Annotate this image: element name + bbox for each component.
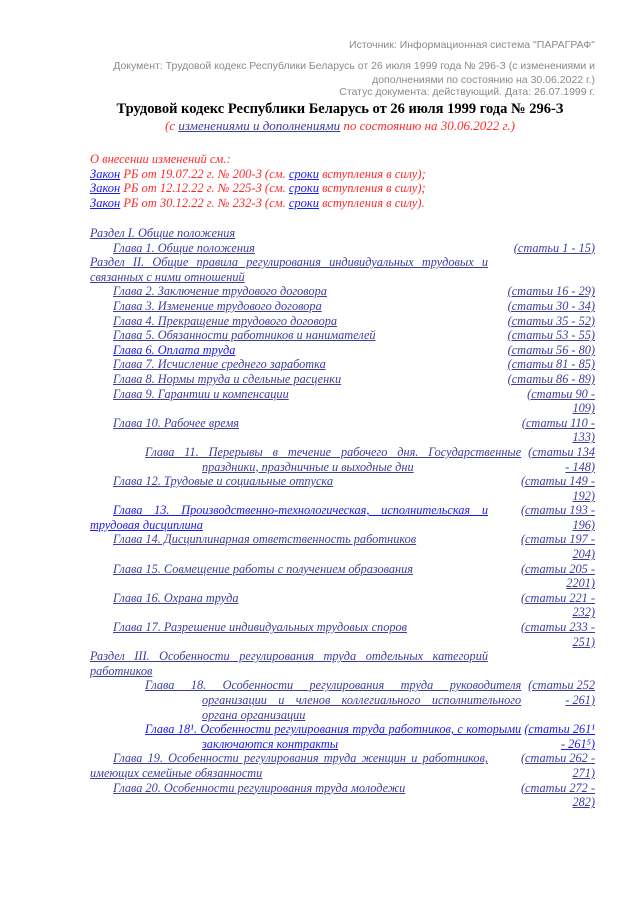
chapter-19-link[interactable]: Глава 19. Особенности регулирования труда женщин и работников, имеющих семейные обязанности (90, 751, 488, 780)
amendments-notice (90, 152, 426, 210)
source-line: Источник: Информационная система "ПАРАГРАФ" (349, 39, 595, 51)
chapter-10-link[interactable]: Глава 10. Рабочее время (113, 415, 240, 430)
chapter-3-link[interactable]: Глава 3. Изменение трудового договора (113, 298, 322, 313)
toc-chapter (90, 445, 595, 474)
chapter-7-articles-link[interactable]: (статьи 81 - 85) (507, 357, 595, 372)
toc-chapter (90, 781, 595, 810)
status-line: Статус документа: действующий. Дата: 26.07.1999 г. (339, 86, 595, 98)
law-link[interactable]: Закон (90, 195, 121, 210)
toc-chapter (90, 343, 595, 358)
chapter-20-link[interactable]: Глава 20. Особенности регулирования труда молодежи (113, 780, 406, 795)
chapter-5-articles-link[interactable]: (статьи 53 - 55) (507, 328, 595, 343)
chapter-9-link[interactable]: Глава 9. Гарантии и компенсации (113, 386, 289, 401)
toc-chapter (90, 328, 595, 343)
toc-section (90, 226, 595, 241)
chapter-1-articles-link[interactable]: (статьи 1 - 15) (513, 240, 595, 255)
toc-chapter (90, 357, 595, 372)
chapter-3-articles-link[interactable]: (статьи 30 - 34) (507, 298, 595, 313)
toc-chapter (90, 474, 595, 503)
toc-chapter (90, 387, 595, 416)
page-title: Трудовой кодекс Республики Беларусь от 26 июля 1999 года № 296-З (116, 101, 564, 117)
amendments-heading: О внесении изменений см.: (90, 152, 231, 166)
section-3-link[interactable]: Раздел III. Особенности регулирования труда отдельных категорий работников (90, 649, 488, 678)
toc-chapter (90, 722, 595, 751)
chapter-4-link[interactable]: Глава 4. Прекращение трудового договора (113, 313, 338, 328)
document-line-2: дополнениями по состоянию на 30.06.2022 г.) (372, 74, 595, 86)
subtitle (0, 118, 640, 134)
document-line (113, 59, 595, 87)
toc-section (90, 255, 595, 284)
toc-chapter (90, 751, 595, 780)
chapter-4-articles-link[interactable]: (статьи 35 - 52) (507, 313, 595, 328)
chapter-13-articles-link[interactable]: (статьи 193 - 196) (520, 503, 595, 532)
toc-chapter (90, 620, 595, 649)
law-link[interactable]: Закон (90, 166, 121, 181)
terms-link[interactable]: сроки (288, 195, 319, 210)
amendment-item (90, 181, 426, 196)
chapter-16-link[interactable]: Глава 16. Охрана труда (113, 590, 239, 605)
chapter-1-link[interactable]: Глава 1. Общие положения (113, 240, 255, 255)
chapter-18-articles-link[interactable]: (статьи 252 - 261) (528, 678, 595, 707)
toc-chapter (90, 416, 595, 445)
document-line-1: Документ: Трудовой кодекс Республики Беларусь от 26 июля 1999 года № 296-З (с изменениями и (113, 60, 595, 72)
chapter-18-1-link[interactable]: Глава 18¹. Особенности регулирования труда работников, с которыми заключаются контракты (145, 722, 522, 751)
toc-chapter (90, 503, 595, 532)
amendment-tail: вступления в силу). (319, 195, 425, 210)
chapter-9-articles-link[interactable]: (статьи 90 - 109) (527, 386, 595, 416)
subtitle-post: по состоянию на 30.06.2022 г.) (340, 118, 515, 133)
terms-link[interactable]: сроки (288, 181, 319, 196)
chapter-5-link[interactable]: Глава 5. Обязанности работников и нанимателей (113, 328, 376, 343)
chapter-19-articles-link[interactable]: (статьи 262 - 271) (520, 751, 595, 780)
amendment-tail: вступления в силу); (319, 166, 426, 181)
chapter-2-link[interactable]: Глава 2. Заключение трудового договора (113, 284, 327, 299)
chapter-12-link[interactable]: Глава 12. Трудовые и социальные отпуска (113, 474, 334, 489)
chapter-17-articles-link[interactable]: (статьи 233 - 251) (520, 620, 595, 649)
subtitle-pre: (с (165, 118, 179, 133)
toc-chapter (90, 591, 595, 620)
amendments-link[interactable]: изменениями и дополнениями (178, 118, 341, 133)
amendment-item (90, 196, 426, 211)
chapter-17-link[interactable]: Глава 17. Разрешение индивидуальных трудовых споров (113, 620, 407, 635)
chapter-11-articles-link[interactable]: (статьи 134 - 148) (528, 444, 595, 474)
chapter-10-articles-link[interactable]: (статьи 110 - 133) (521, 415, 595, 445)
chapter-20-articles-link[interactable]: (статьи 272 - 282) (520, 780, 595, 810)
chapter-16-articles-link[interactable]: (статьи 221 - 232) (520, 590, 595, 620)
chapter-15-articles-link[interactable]: (статьи 205 - 2201) (520, 561, 595, 591)
chapter-13-link[interactable]: Глава 13. Производственно-технологическая, исполнительская и трудовая дисциплина (90, 503, 488, 532)
toc-chapter (90, 678, 595, 722)
chapter-15-link[interactable]: Глава 15. Совмещение работы с получением образования (113, 561, 414, 576)
law-link[interactable]: Закон (90, 181, 121, 196)
toc-chapter (90, 299, 595, 314)
chapter-14-articles-link[interactable]: (статьи 197 - 204) (520, 532, 595, 562)
toc-chapter (90, 314, 595, 329)
toc-chapter (90, 372, 595, 387)
amendment-text: РБ от 19.07.22 г. № 200-З (см. (120, 166, 289, 181)
table-of-contents (90, 226, 595, 810)
chapter-12-articles-link[interactable]: (статьи 149 - 192) (520, 474, 595, 503)
toc-chapter (90, 562, 595, 591)
amendment-text: РБ от 30.12.22 г. № 232-З (см. (120, 195, 289, 210)
terms-link[interactable]: сроки (288, 166, 319, 181)
chapter-11-link[interactable]: Глава 11. Перерывы в течение рабочего дня. Государственные праздники, праздничные и выходные дни (145, 444, 522, 474)
amendment-tail: вступления в силу); (319, 181, 426, 196)
chapter-8-link[interactable]: Глава 8. Нормы труда и сдельные расценки (113, 371, 342, 386)
chapter-8-articles-link[interactable]: (статьи 86 - 89) (507, 371, 595, 386)
chapter-6-articles-link[interactable]: (статьи 56 - 80) (507, 342, 595, 357)
toc-chapter (90, 532, 595, 561)
chapter-7-link[interactable]: Глава 7. Исчисление среднего заработка (113, 357, 326, 372)
section-1-link[interactable]: Раздел I. Общие положения (90, 226, 236, 240)
chapter-2-articles-link[interactable]: (статьи 16 - 29) (507, 284, 595, 299)
amendment-text: РБ от 12.12.22 г. № 225-З (см. (120, 181, 289, 196)
amendment-item (90, 167, 426, 182)
chapter-14-link[interactable]: Глава 14. Дисциплинарная ответственность работников (113, 532, 417, 547)
section-2-link[interactable]: Раздел II. Общие правила регулирования индивидуальных трудовых и связанных с ними отношений (90, 255, 488, 284)
toc-section (90, 649, 595, 678)
chapter-18-1-articles-link[interactable]: (статьи 261¹ - 261⁵) (524, 722, 595, 751)
toc-chapter (90, 284, 595, 299)
chapter-18-link[interactable]: Глава 18. Особенности регулирования труда руководителя организации и членов коллегиального исполнительного органа организации (145, 678, 522, 722)
chapter-6-link[interactable]: Глава 6. Оплата труда (113, 342, 236, 357)
toc-chapter (90, 241, 595, 256)
